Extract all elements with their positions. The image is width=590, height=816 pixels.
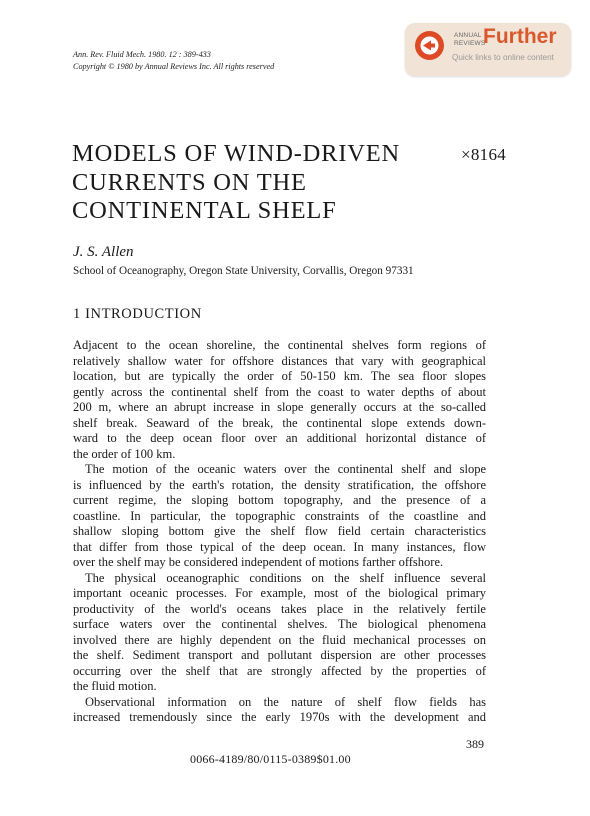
further-wordmark: Further bbox=[483, 25, 557, 48]
text-line: relatively shallow water for offshore distances that vary with geographical bbox=[73, 353, 486, 368]
article-code: ×8164 bbox=[461, 145, 507, 164]
text-line: over the shelf may be considered independent of motions farther offshore. bbox=[73, 555, 444, 569]
title-line: CONTINENTAL SHELF bbox=[72, 197, 337, 224]
author-name: J. S. Allen bbox=[73, 244, 134, 260]
text-line: productivity of the world's oceans takes place in the relatively fertile bbox=[73, 601, 486, 616]
text-line: important oceanic processes. For example, most of the biological primary bbox=[73, 586, 486, 600]
journal-header bbox=[73, 49, 274, 72]
text-line: The physical oceanographic conditions on the shelf influence several bbox=[85, 570, 486, 585]
text-line: the shelf. Sediment transport and pollutant dispersion are other processes bbox=[73, 648, 486, 662]
text-line: 200 m, where an abrupt increase in slope generally occurs at the so-called bbox=[73, 400, 486, 414]
body-text bbox=[73, 338, 486, 726]
annual-reviews-wordmark: ANNUAL REVIEWS bbox=[454, 32, 486, 47]
text-line: shelf break. Seaward of the break, the continental slope extends down- bbox=[73, 415, 486, 430]
text-line: The motion of the oceanic waters over the continental shelf and slope bbox=[85, 462, 486, 476]
journal-citation: Ann. Rev. Fluid Mech. 1980. 12 : 389-433 bbox=[73, 50, 211, 59]
paragraph bbox=[73, 695, 486, 726]
text-line: surface waters over the continental shelves. The biological phenomena bbox=[73, 617, 486, 631]
text-line: shallow sloping bottom give the shelf flow field certain characteristics bbox=[73, 524, 486, 538]
paragraph bbox=[73, 338, 486, 462]
text-line: Adjacent to the ocean shoreline, the continental shelves form regions of bbox=[73, 338, 486, 352]
author-affiliation: School of Oceanography, Oregon State University, Corvallis, Oregon 97331 bbox=[73, 265, 414, 277]
text-line: occurring over the shelf that are strongly affected by the properties of bbox=[73, 663, 486, 678]
text-line: gently across the continental shelf from the coast to water depths of about bbox=[73, 384, 486, 399]
paragraph bbox=[73, 462, 486, 571]
title-line: CURRENTS ON THE bbox=[72, 168, 307, 196]
copyright-notice: Copyright © 1980 by Annual Reviews Inc. All rights reserved bbox=[73, 61, 275, 71]
article-title bbox=[72, 140, 400, 226]
text-line: location, but are typically the order of 50-150 km. The sea floor slopes bbox=[73, 369, 486, 383]
text-line: increased tremendously since the early 1970s with the development and bbox=[73, 710, 486, 724]
section-heading: 1 INTRODUCTION bbox=[73, 306, 202, 322]
isbn-line: 0066-4189/80/0115-0389$01.00 bbox=[190, 752, 351, 766]
text-line: Observational information on the nature of shelf flow fields has bbox=[85, 694, 486, 709]
text-line: involved there are highly dependent on the fluid mechanical processes on bbox=[73, 632, 486, 647]
text-line: ward to the deep ocean floor over an additional horizontal distance of bbox=[73, 431, 486, 445]
page-number: 389 bbox=[466, 737, 484, 751]
left-arrow-icon bbox=[415, 31, 444, 60]
text-line: coastline. In particular, the topographic constraints of the coastline and bbox=[73, 508, 486, 523]
text-line: that differ from those typical of the deep ocean. In many instances, flow bbox=[73, 539, 486, 554]
paragraph bbox=[73, 571, 486, 695]
title-line: MODELS OF WIND-DRIVEN bbox=[72, 140, 401, 167]
further-badge[interactable] bbox=[405, 23, 571, 76]
text-line: current regime, the sloping bottom topography, and the presence of a bbox=[73, 493, 486, 507]
text-line: the order of 100 km. bbox=[73, 446, 176, 461]
quick-links-tagline[interactable]: Quick links to online content bbox=[452, 53, 554, 62]
text-line: the fluid motion. bbox=[73, 679, 157, 693]
text-line: is influenced by the earth's rotation, the density stratification, the offshore bbox=[73, 477, 486, 492]
